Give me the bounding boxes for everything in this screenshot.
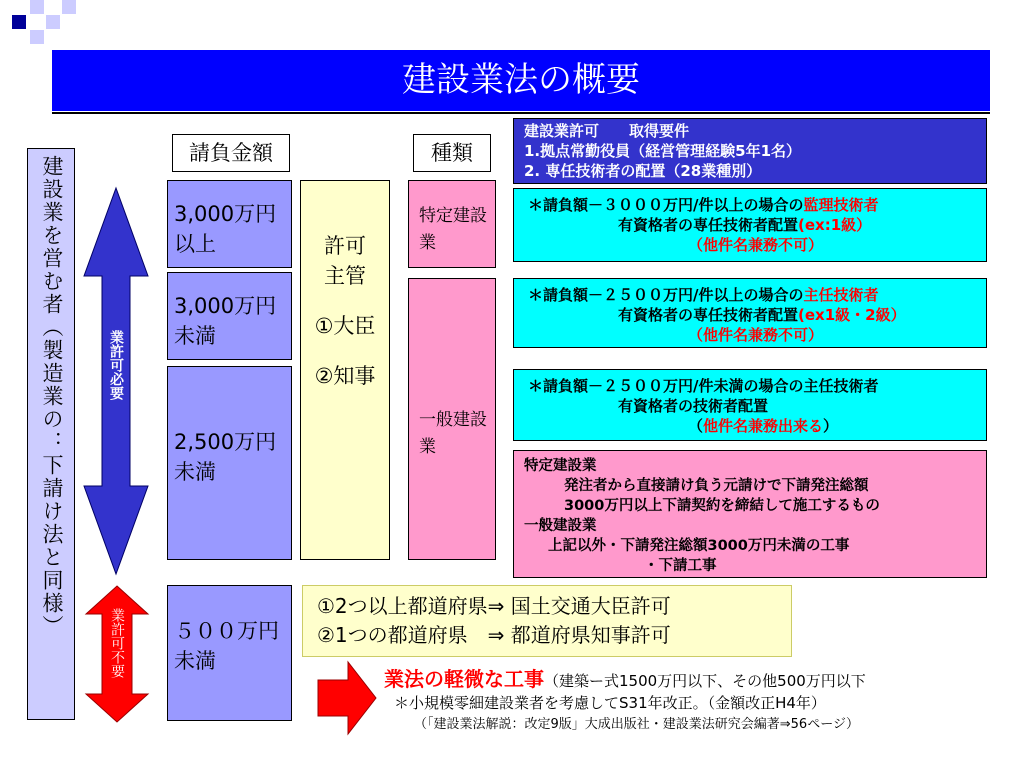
amount-under-3000: 3,000万円未満 [167, 272, 292, 360]
license-requirements [513, 118, 987, 184]
minor-line2: ＊小規模零細建設業者を考慮してS31年改正。（金額改正H4年） [394, 694, 826, 712]
amount-under-2500: 2,500万円未満 [167, 366, 292, 560]
kyoka-line: ②知事 [314, 364, 376, 388]
cyan2-line2a: 有資格者の専任技術者配置 [618, 306, 799, 324]
amount-over-3000: 3,000万円以上 [167, 180, 292, 268]
corner-square [46, 15, 60, 29]
cyan1-line3: （他件名兼務不可） [688, 236, 824, 254]
rule-line: ①2つ以上都道府県⇒ 国土交通大臣許可 [317, 594, 671, 618]
header-type: 種類 [413, 134, 491, 172]
cyan1-pre: ＊請負額－３０００万円/件以上の場合の [528, 196, 804, 214]
corner-square [12, 15, 26, 29]
title-divider [52, 112, 990, 114]
cyan3-close: ） [823, 417, 839, 435]
cyan3-open: （ [688, 417, 704, 435]
def-line: 3000万円以上下請契約を締結して施工するもの [564, 498, 880, 514]
cyan1-highlight: 監理技術者 [803, 196, 879, 214]
cyan2-line2b: (ex1級・2級） [798, 306, 906, 324]
cyan2-highlight: 主任技術者 [803, 286, 879, 304]
req-line: 1.拠点常勤役員（経営管理経験5年1名） [524, 142, 802, 160]
amount-under-500: ５００万円未満 [167, 585, 292, 721]
req-line: 2. 専任技術者の配置（28業種別） [524, 162, 762, 180]
cyan2-line3: （他件名兼務不可） [688, 326, 824, 344]
cyan1-line2a: 有資格者の専任技術者配置 [618, 216, 799, 234]
corner-square [30, 0, 44, 14]
arrow-down-label: 業許可不要 [109, 608, 125, 678]
slide-title: 建設業法の概要 [52, 50, 990, 111]
cyan-chief-engineer-small [513, 369, 987, 441]
side-label: 建設業を営む者（製造業の：下請け法と同様） [27, 148, 75, 720]
kyoka-line: 許可 [324, 234, 366, 258]
minor-highlight: 業法の軽微な工事 [384, 667, 544, 691]
cyan1-line2b: (ex:1級） [798, 216, 872, 234]
kyoka-line: ①大臣 [314, 314, 376, 338]
cyan3-line3: 他件名兼務出来る [703, 417, 824, 435]
corner-square [30, 30, 44, 44]
definitions-box [513, 450, 987, 578]
req-line: 建設業許可 取得要件 [524, 122, 690, 140]
def-line: 発注者から直接請け負う元請けで下請発注総額 [564, 478, 869, 494]
type-general: 一般建設業 [408, 278, 496, 560]
license-authority [300, 180, 390, 560]
cyan3-line2: 有資格者の技術者配置 [618, 397, 769, 415]
jurisdiction-rules [302, 585, 792, 657]
arrow-up-label: 業許可必要 [108, 330, 124, 400]
cyan3-pre: ＊請負額－２５００万円/件未満の場合の主任技術者 [528, 377, 879, 395]
def-line: 一般建設業 [524, 518, 597, 534]
def-line: 特定建設業 [524, 458, 597, 474]
minor-line3: （「建設業法解説：改定9版」大成出版社・建設業法研究会編著⇒56ページ） [414, 717, 859, 732]
minor-work-note [384, 668, 1024, 736]
kyoka-line: 主管 [324, 264, 366, 288]
minor-line1: （建築ー式1500万円以下、その他500万円以下 [544, 672, 866, 690]
cyan2-pre: ＊請負額－２５００万円/件以上の場合の [528, 286, 804, 304]
rule-line: ②1つの都道府県 ⇒ 都道府県知事許可 [317, 623, 671, 647]
type-specified: 特定建設業 [408, 180, 496, 268]
cyan-supervising-engineer [513, 188, 987, 262]
corner-square [62, 0, 76, 14]
cyan-chief-engineer [513, 278, 987, 348]
header-amount: 請負金額 [172, 134, 290, 172]
minor-work-arrow [316, 660, 378, 736]
def-line: ・下請工事 [644, 558, 717, 574]
def-line: 上記以外・下請発注総額3000万円未満の工事 [548, 538, 850, 554]
